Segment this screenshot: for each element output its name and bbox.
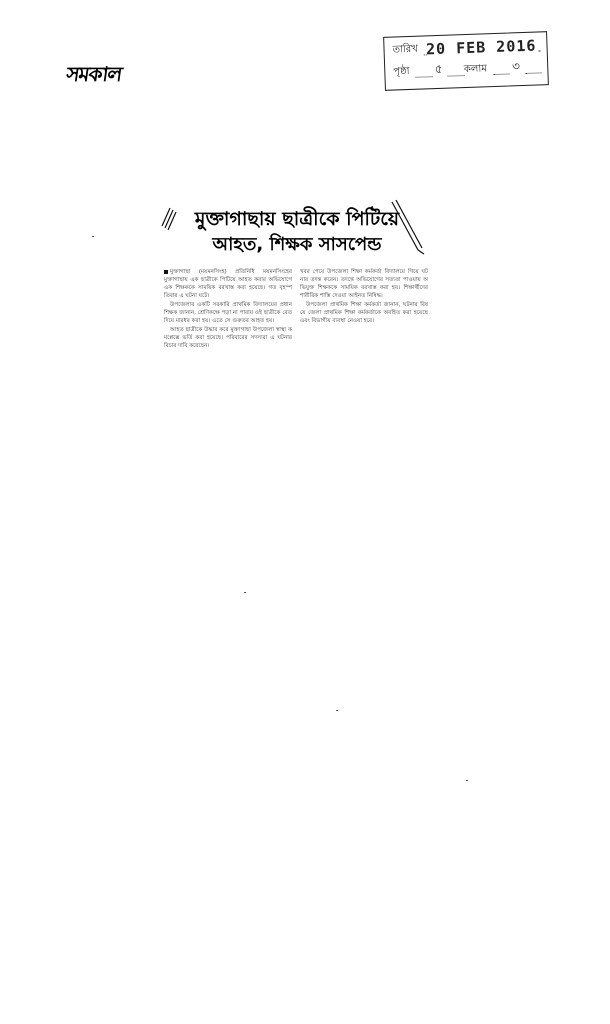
article-body <box>164 268 428 432</box>
article-headline <box>166 206 428 258</box>
article-paragraph-text: মুক্তাগাছা (ময়মনসিংহ) প্রতিনিধি ময়মনসিংহের মুক্তাগাছায় এক ছাত্রীকে পিটিয়ে আহত করার অভিযোগে এক শিক্ষককে সাময়িক বরখাস্ত করা হয়েছে। গত বৃহস্পতিবার এ ঘটনা ঘটে। <box>164 269 292 299</box>
article-column-1 <box>164 268 292 432</box>
newspaper-masthead: সমকাল <box>64 62 124 86</box>
stamp-dotted-line <box>525 62 542 74</box>
headline-line-2: আহত, শিক্ষক সাসপেন্ড <box>212 234 382 255</box>
article-paragraph: উপজেলা প্রাথমিক শিক্ষা কর্মকর্তা জানান, ঘটনার বিষয়ে জেলা প্রাথমিক শিক্ষা কর্মকর্তাকে অবহিত করা হয়েছে এবং বিভাগীয় ব্যবস্থা নেওয়া হবে। <box>300 302 428 324</box>
stamp-column-value: ৩ <box>511 59 521 74</box>
stamp-dotted-line <box>538 40 541 51</box>
article-paragraph: খবর পেয়ে উপজেলা শিক্ষা কর্মকর্তা বিদ্যালয়ে গিয়ে ঘটনার তদন্ত করেন। তদন্তে অভিযোগের সত্যতা পাওয়ায় অভিযুক্ত শিক্ষককে সাময়িক বরখাস্ত করা হয়। শিক্ষার্থীদের শারীরিক শাস্তি দেওয়া আইনত নিষিদ্ধ। <box>300 269 428 299</box>
stamp-date-value: 20 FEB 2016 <box>425 36 537 59</box>
stamp-dotted-line <box>415 66 432 78</box>
scan-speck <box>244 592 246 593</box>
stamp-dotted-line <box>447 65 464 77</box>
stamp-page-value: ৫ <box>434 61 443 77</box>
stamp-date-row <box>392 36 541 59</box>
stamp-column-label: কলাম <box>463 62 488 75</box>
scan-speck <box>92 236 94 237</box>
archive-date-stamp <box>383 31 549 91</box>
article-column-2 <box>300 268 428 432</box>
headline-line-1: মুক্তাগাছায় ছাত্রীকে পিটিয়ে <box>194 208 400 230</box>
stamp-page-label: পৃষ্ঠা <box>393 65 410 78</box>
article-paragraph <box>164 268 292 300</box>
article-clipping <box>160 196 430 432</box>
bullet-icon <box>164 270 168 274</box>
article-paragraph: উপজেলার একটি সরকারি প্রাথমিক বিদ্যালয়ের প্রধান শিক্ষক জানান, শ্রেণিকক্ষে পড়া না পারায় ওই ছাত্রীকে বেত দিয়ে মারধর করা হয়। এতে সে গুরুতর আহত হয়। <box>164 302 292 324</box>
scan-speck <box>466 780 468 781</box>
stamp-page-row <box>393 58 542 81</box>
article-paragraph: আহত ছাত্রীকে উদ্ধার করে মুক্তাগাছা উপজেলা স্বাস্থ্য কমপ্লেক্সে ভর্তি করা হয়েছে। পরিবারের সদস্যরা এ ঘটনার বিচার দাবি করেছেন। <box>164 327 292 349</box>
stamp-dotted-line <box>493 63 510 75</box>
stamp-date-label: তারিখ <box>392 43 419 56</box>
scan-speck <box>336 710 338 711</box>
